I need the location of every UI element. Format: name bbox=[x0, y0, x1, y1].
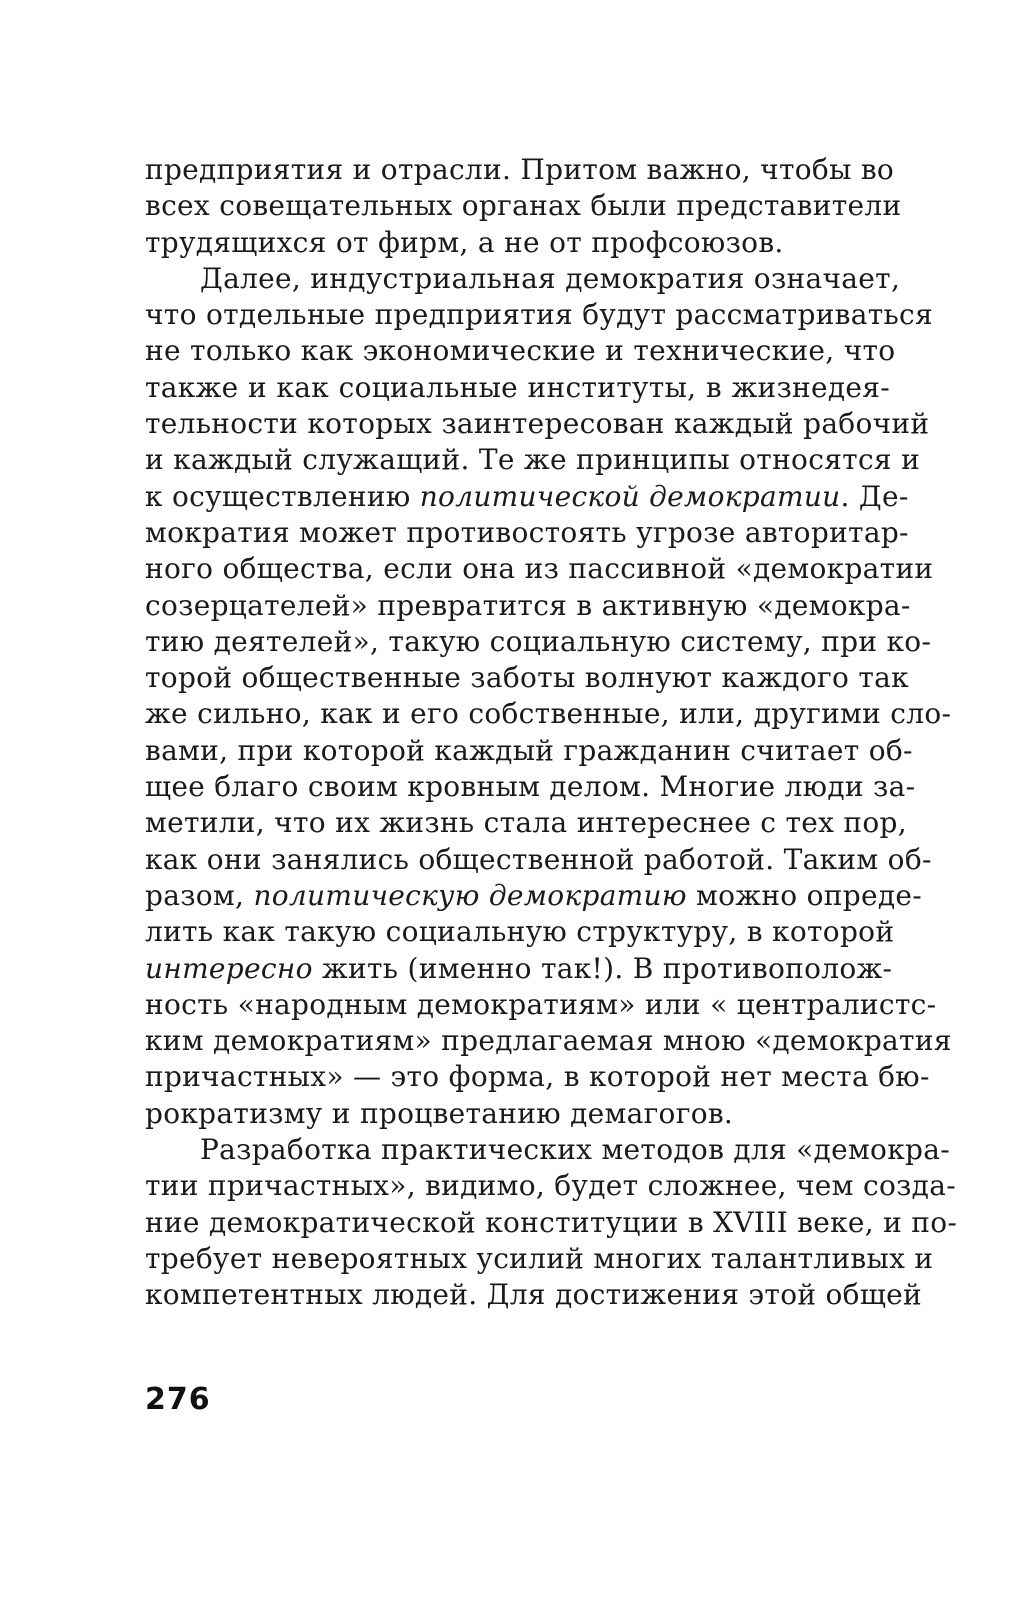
text-segment: причастных» — это форма, в которой нет места бю- bbox=[145, 1060, 930, 1094]
text-line bbox=[145, 442, 921, 478]
text-line bbox=[145, 515, 909, 551]
text-line bbox=[145, 406, 930, 442]
text-segment: что отдельные предприятия будут рассматриваться bbox=[145, 298, 933, 332]
body-text bbox=[145, 152, 958, 1314]
text-segment: мократия может противостоять угрозе авторитар- bbox=[145, 515, 909, 549]
text-line bbox=[145, 805, 907, 841]
text-segment: созерцателей» превратится в активную «демокра- bbox=[145, 588, 911, 622]
text-line bbox=[145, 588, 911, 624]
text-line bbox=[145, 479, 909, 515]
text-line bbox=[145, 914, 895, 950]
text-segment: жить (именно так!). В противополож- bbox=[312, 951, 893, 985]
text-segment: Далее, индустриальная демократия означает, bbox=[200, 261, 901, 295]
text-segment: же сильно, как и его собственные, или, другими сло- bbox=[145, 697, 952, 731]
text-line bbox=[145, 152, 895, 188]
text-segment: . Де- bbox=[840, 479, 909, 513]
text-line bbox=[145, 1059, 930, 1095]
text-segment: щее благо своим кровным делом. Многие люди за- bbox=[145, 770, 916, 804]
text-line bbox=[145, 333, 896, 369]
text-line bbox=[145, 987, 937, 1023]
text-segment: ного общества, если она из пассивной «демократии bbox=[145, 552, 934, 586]
text-line bbox=[145, 261, 901, 297]
text-line bbox=[145, 951, 893, 987]
text-segment: тельности которых заинтересован каждый рабочий bbox=[145, 407, 930, 441]
text-line bbox=[145, 1096, 890, 1132]
text-line bbox=[145, 1241, 934, 1277]
text-line bbox=[145, 1277, 922, 1313]
text-segment: трудящихся от фирм, а не от профсоюзов. bbox=[145, 225, 784, 259]
text-line bbox=[145, 188, 902, 224]
text-line bbox=[145, 660, 909, 696]
text-segment: можно опреде- bbox=[686, 878, 923, 912]
text-segment: вами, при которой каждый гражданин считает об- bbox=[145, 733, 913, 767]
text-segment: ким демократиям» предлагаемая мною «демократия bbox=[145, 1024, 952, 1058]
text-segment: компетентных людей. Для достижения этой общей bbox=[145, 1278, 922, 1312]
text-segment: тии причастных», видимо, будет сложнее, чем созда- bbox=[145, 1169, 956, 1203]
text-segment: торой общественные заботы волнуют каждого так bbox=[145, 661, 909, 695]
text-segment: тию деятелей», такую социальную систему, при ко- bbox=[145, 624, 932, 658]
text-segment: ние демократической конституции в XVIII веке, и по- bbox=[145, 1205, 958, 1239]
text-segment: рократизму и процветанию демагогов. bbox=[145, 1096, 734, 1130]
text-segment: и каждый служащий. Те же принципы относятся и bbox=[145, 443, 921, 477]
text-line bbox=[145, 624, 932, 660]
text-segment: не только как экономические и технические, что bbox=[145, 334, 896, 368]
text-line bbox=[145, 370, 890, 406]
text-segment: к осуществлению bbox=[145, 479, 420, 513]
text-segment: метили, что их жизнь стала интереснее с тех пор, bbox=[145, 806, 907, 840]
italic-text-segment: интересно bbox=[145, 951, 313, 985]
text-line bbox=[145, 551, 934, 587]
text-line bbox=[145, 769, 916, 805]
text-segment: ность «народным демократиям» или « централистс- bbox=[145, 987, 937, 1021]
italic-text-segment: политической демократии bbox=[419, 479, 841, 513]
text-line bbox=[145, 1205, 958, 1241]
text-segment: предприятия и отрасли. Притом важно, чтобы во bbox=[145, 153, 895, 186]
text-segment: как они занялись общественной работой. Таким об- bbox=[145, 842, 932, 876]
text-line bbox=[145, 696, 952, 732]
text-line bbox=[145, 1132, 950, 1168]
text-line bbox=[145, 733, 913, 769]
text-line bbox=[145, 842, 932, 878]
italic-text-segment: политическую демократию bbox=[253, 878, 687, 912]
text-segment: требует невероятных усилий многих талантливых и bbox=[145, 1241, 934, 1275]
page-number: 276 bbox=[145, 1382, 211, 1417]
text-segment: также и как социальные институты, в жизнедея- bbox=[145, 370, 890, 404]
text-line bbox=[145, 297, 933, 333]
text-segment: всех совещательных органах были представители bbox=[145, 189, 902, 223]
text-line bbox=[145, 225, 890, 261]
text-line bbox=[145, 878, 923, 914]
text-segment: Разработка практических методов для «демокра- bbox=[200, 1133, 950, 1167]
text-line bbox=[145, 1023, 952, 1059]
text-segment: разом, bbox=[145, 878, 254, 912]
text-line bbox=[145, 1168, 956, 1204]
text-segment: лить как такую социальную структуру, в которой bbox=[145, 915, 895, 949]
